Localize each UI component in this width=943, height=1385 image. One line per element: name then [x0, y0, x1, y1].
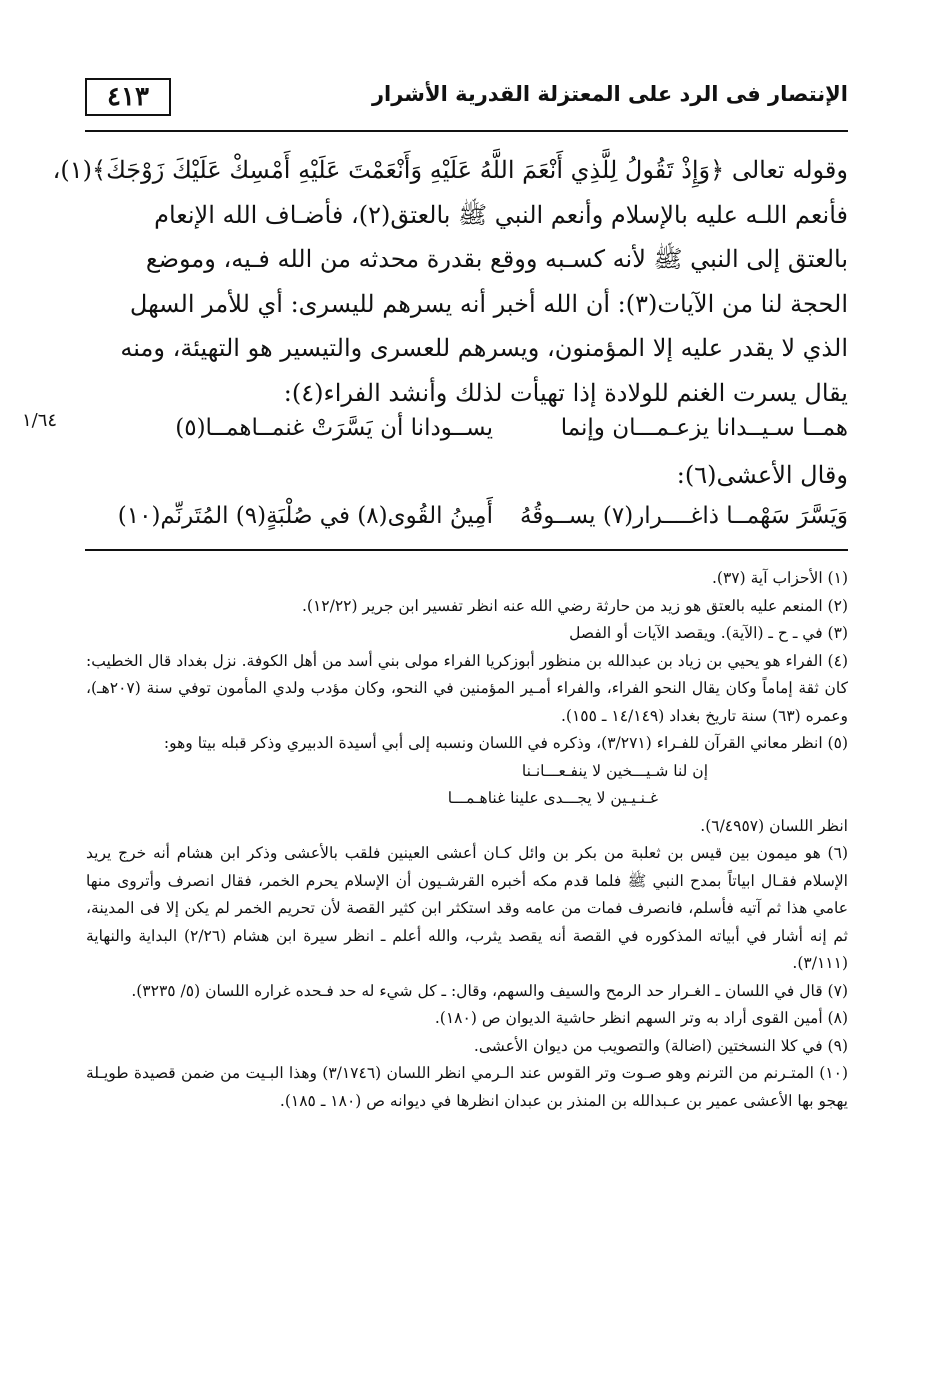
main-line: بالعتق إلى النبي ﷺ لأنه كسـبه ووقع بقدرة محدثه من الله فـيه، وموضع: [145, 245, 848, 273]
main-line: الحجة لنا من الآيات(٣): أن الله أخبر أنه يسرهم لليسرى: أي للأمر السهل: [129, 289, 848, 318]
footnote: انظر اللسان (٦/٤٩٥٧).: [700, 816, 848, 835]
main-line: فأنعم اللـه عليه بالإسلام وأنعم النبي ﷺ بالعتق(٢)، فأضـاف الله الإنعام: [154, 200, 848, 229]
footnote: (٥) انظر معاني القرآن للفـراء (٣/٢٧١)، وذكره في اللسان ونسبه إلى أبي أسيدة الدبيري وذكر قبله بيتا وهو:: [163, 734, 848, 752]
verse-1-second-hemistich: يســودانا أن يَسَّرَتْ غنمــاهمــا(٥): [175, 415, 493, 441]
running-title: الإنتصار فى الرد على المعتزلة القدرية الأشرار: [371, 82, 848, 106]
footnote: (٢) المنعم عليه بالعتق هو زيد من حارثة رضي الله عنه انظر تفسير ابن جرير (١٢/٢٢).: [302, 596, 848, 615]
verse-2-first-hemistich: وَيَسَّرَ سَهْمــا ذاغــــرار(٧) يســوقُهُ: [519, 503, 848, 529]
footnote: (٨) أمين القوى أراد به وتر السهم انظر حاشية الديوان ص (١٨٠).: [434, 1009, 848, 1027]
footnote: (٧) قال في اللسان ـ الغـرار حد الرمح والسيف والسهم، وقال: ـ كل شيء له حد فـحده غراره اللسان (٥/ ٣٢٣٥).: [131, 981, 848, 1000]
header-rule: [85, 130, 848, 132]
footnote-rule: [85, 549, 848, 551]
footnote-verse-first: إن لنا شـيـــخين لا ينفـعـــانـنا: [521, 761, 708, 780]
main-line: وقوله تعالى ﴿وَإِذْ تَقُولُ لِلَّذِي أَنْعَمَ اللَّهُ عَلَيْهِ وَأَنْعَمْتَ عَلَيْهِ أَمْسِكْ عَلَيْكَ زَوْجَكَ﴾(١)،: [52, 156, 848, 184]
footnote-verse: [86, 785, 848, 813]
footnote-verse-second: غـنـيـين لا يجـــدى علينا غناهـمـــا: [447, 789, 658, 807]
footnote-verse: [86, 758, 848, 786]
margin-folio-note: ١/٦٤: [22, 410, 58, 431]
main-line: الذي لا يقدر عليه إلا المؤمنون، ويسرهم للعسرى والتيسير هو التهيئة، ومنه: [120, 334, 848, 362]
page-number: ٤١٣: [85, 78, 171, 116]
verse-1-first-hemistich: همــا سـيــدانا يزعـمـــان وإنما: [560, 415, 848, 441]
main-line: يقال يسرت الغنم للولادة إذا تهيأت لذلك وأنشد الفراء(٤):: [283, 378, 848, 407]
verse-intro-line: وقال الأعشى(٦):: [676, 461, 848, 489]
footnote: (٤) الفراء هو يحيي بن زياد بن عبدالله بن منظور أبوزكريا الفراء مولى بني أسد من أهل الكوفة. نزل بغداد قال الخطيب: كان ثقة إماماً وكان يقال النحو الفراء، والفراء أمـير المؤمنين في النحو، وكان مؤدب ولدي المأمون توفي سنة (٢٠٧هـ)، وعمره (٦٣) سنة تاريخ بغداد (١٤/١٤٩ ـ ١٥٥).: [86, 651, 848, 725]
verse-2-second-hemistich: أَمِينُ القُوى(٨) في صُلْبَةٍ(٩) المُتَرنِّم(١٠): [117, 503, 493, 529]
footnote: (٣) في ـ ح ـ (الآية). ويقصد الآيات أو الفصل: [569, 624, 848, 642]
footnote: (١٠) المتـرنم من الترنم وهو صـوت وتر القوس عند الـرمي انظر اللسان (٣/١٧٤٦) وهذا البـيت من ضمن قصيدة طويـلة يهجو بها الأعشى عمير بن عـبدالله بن المنذر بن عبدان انظرها في ديوانه ص (١٨٠ ـ ١٨٥).: [86, 1064, 848, 1110]
footnote: (٩) في كلا النسختين (اضالة) والتصويب من ديوان الأعشى.: [473, 1036, 848, 1055]
footnote: (٦) هو ميمون بين قيس بن ثعلبة من بكر بن وائل كـان أعشى العينين فلقب بالأعشى وذكر ابن هشام أنه خرج يريد الإسلام فقـال ابياتاً بمدح النبي ﷺ فلما قدم مكه أخبره القرشـيون أن الإسلام يحرم الخمر، فقال انصرف وأتروى منها عامي هذا ثم آتيه فأسلم، فانصرف فمات من عامه وقد استكثر ابن كثير القصة لأن تحريم الخمر لم يكن إلا فى المدينة، ثم إنه أشار في أبياته المذكوره في القصة أنه يقصد يثرب، والله أعلم ـ انظر سيرة ابن هشام (٢/٢٦) البداية والنهاية (٣/١١١).: [86, 844, 848, 972]
main-text: [52, 148, 848, 415]
footnote: (١) الأحزاب آية (٣٧).: [711, 569, 848, 587]
footnotes: [86, 565, 848, 1115]
